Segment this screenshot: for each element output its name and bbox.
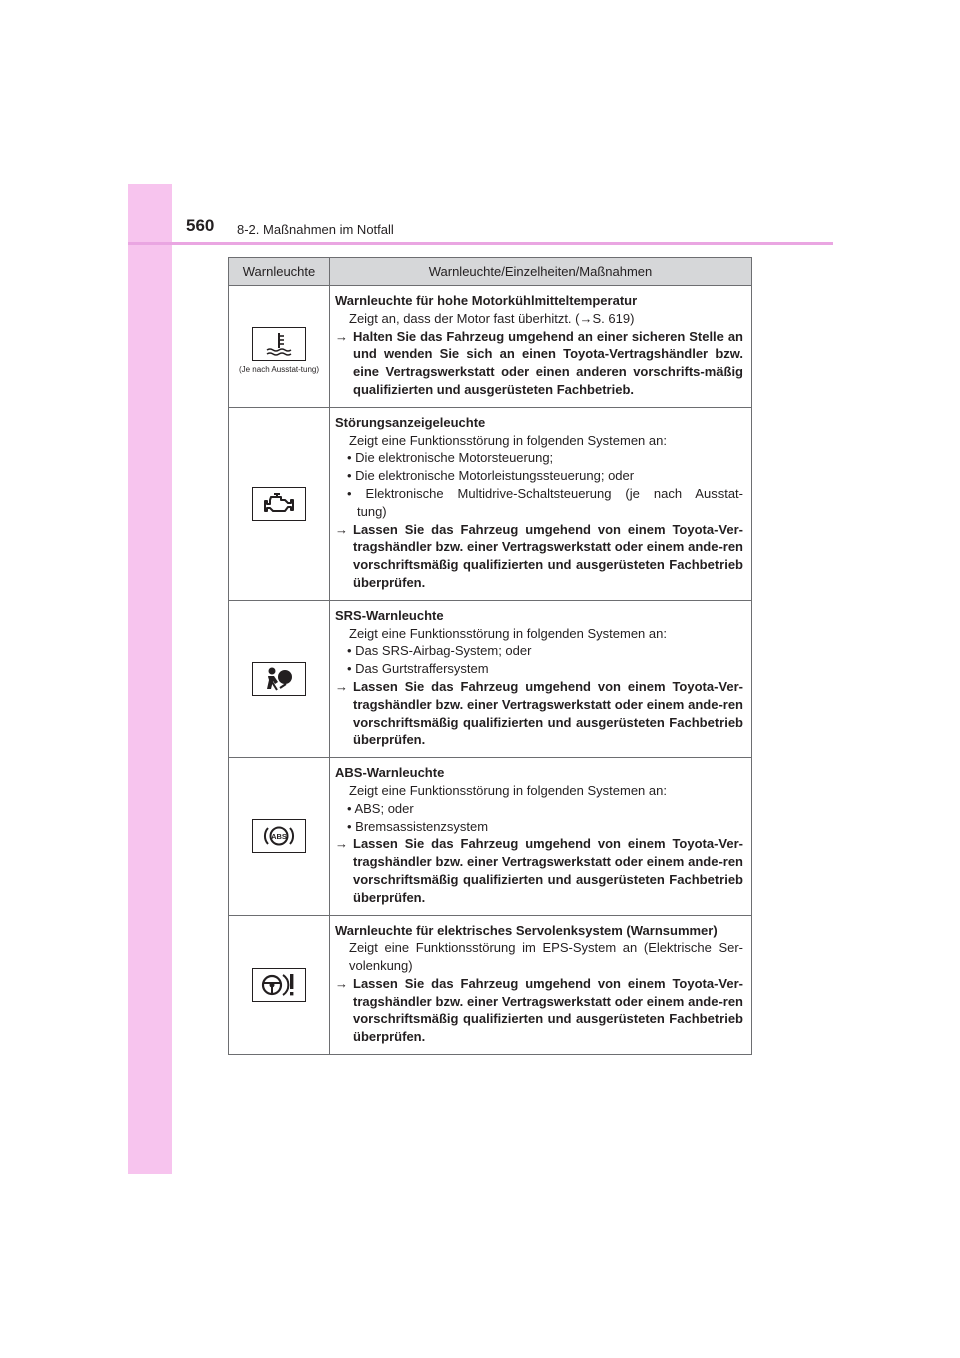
- arrow-icon: →: [335, 328, 348, 344]
- arrow-icon: →: [335, 678, 348, 694]
- col-header-details: Warnleuchte/Einzelheiten/Maßnahmen: [330, 258, 752, 286]
- list-item: • Das SRS-Airbag-System; oder: [347, 643, 532, 659]
- arrow-icon: →: [335, 836, 348, 852]
- arrow-icon: →: [335, 521, 348, 537]
- list-item: • Die elektronische Motorsteuerung;: [347, 450, 554, 466]
- icon-cell: [229, 286, 330, 408]
- item-action: → Lassen Sie das Fahrzeug umgehend von einem Toyota-Ver-tragshändler bzw. einer Vertragswerkstatt oder einem ande-ren vorschriftsmäßig qualifizierten und ausgerüsteten Fachbetrieb überprüfen.: [335, 975, 743, 1045]
- srs-airbag-icon: [252, 662, 306, 696]
- table-row: [229, 758, 752, 915]
- header-rule: [128, 242, 833, 245]
- table-row: [229, 600, 752, 757]
- icon-cell: [229, 600, 330, 757]
- table-row: [229, 286, 752, 408]
- details-cell: [330, 915, 752, 1055]
- table-row: [229, 407, 752, 600]
- arrow-icon: →: [335, 975, 348, 991]
- warning-light-table: [228, 257, 752, 1055]
- section-title: 8-2. Maßnahmen im Notfall: [237, 222, 394, 237]
- table-header-row: [229, 258, 752, 286]
- item-description: Zeigt eine Funktionsstörung in folgenden Systemen an:: [349, 432, 667, 448]
- list-item: • ABS; oder: [347, 800, 414, 816]
- coolant-temperature-icon: [252, 327, 306, 361]
- item-description: Zeigt eine Funktionsstörung im EPS-System an (Elektrische Ser-volenkung): [349, 940, 743, 974]
- details-cell: [330, 407, 752, 600]
- details-cell: [330, 600, 752, 757]
- list-item: • Das Gurtstraffersystem: [347, 661, 489, 677]
- item-title: Warnleuchte für hohe Motorkühlmitteltemperatur: [335, 293, 638, 308]
- chapter-tab-bar: [128, 184, 172, 1174]
- item-description: Zeigt an, dass der Motor fast überhitzt. (→S. 619): [349, 310, 635, 326]
- details-cell: [330, 758, 752, 915]
- item-title: ABS-Warnleuchte: [335, 765, 445, 781]
- item-description: Zeigt eine Funktionsstörung in folgenden Systemen an:: [349, 782, 667, 798]
- page-number: 560: [186, 216, 215, 235]
- list-item: • Die elektronische Motorleistungssteuerung; oder: [347, 468, 635, 484]
- col-header-warning-light: Warnleuchte: [229, 258, 330, 286]
- details-cell: [330, 286, 752, 408]
- icon-cell: [229, 758, 330, 915]
- item-action: → Lassen Sie das Fahrzeug umgehend von einem Toyota-Ver-tragshändler bzw. einer Vertragswerkstatt oder einem ande-ren vorschriftsmäßig qualifizierten und ausgerüsteten Fachbetrieb überprüfen.: [335, 678, 743, 748]
- list-item-continued: tung): [357, 503, 387, 519]
- list-item: • Bremsassistenzsystem: [347, 818, 489, 834]
- item-description: Zeigt eine Funktionsstörung in folgenden Systemen an:: [349, 625, 667, 641]
- list-item: • Elektronische Multidrive-Schaltsteuerung (je nach Ausstat-: [347, 485, 743, 501]
- table-row: [229, 915, 752, 1055]
- item-title: SRS-Warnleuchte: [335, 607, 444, 623]
- abs-icon: [252, 819, 306, 853]
- item-title: Warnleuchte für elektrisches Servolenksystem (Warnsummer): [335, 922, 718, 938]
- power-steering-icon: [252, 968, 306, 1002]
- check-engine-icon: [252, 487, 306, 521]
- item-action: → Lassen Sie das Fahrzeug umgehend von einem Toyota-Ver-tragshändler bzw. einer Vertragswerkstatt oder einem ande-ren vorschriftsmäßig qualifizierten und ausgerüsteten Fachbetrieb überprüfen.: [335, 836, 743, 905]
- icon-note: (Je nach Ausstat-tung): [238, 364, 320, 374]
- icon-cell: [229, 407, 330, 600]
- icon-cell: [229, 915, 330, 1055]
- item-action: → Halten Sie das Fahrzeug umgehend an einer sicheren Stelle an und wenden Sie sich an einen Toyota-Vertragshändler bzw. eine Vertragswerkstatt oder einen anderen vorschrifts-mäßig qualifizierten und ausgerüsteten Fachbetrieb.: [335, 328, 743, 397]
- svg-text:ABS: ABS: [271, 832, 287, 842]
- item-action: → Lassen Sie das Fahrzeug umgehend von einem Toyota-Ver-tragshändler bzw. einer Vertragswerkstatt oder einem ande-ren vorschriftsmäßig qualifizierten und ausgerüsteten Fachbetrieb überprüfen.: [335, 521, 743, 590]
- item-title: Störungsanzeigeleuchte: [335, 414, 486, 430]
